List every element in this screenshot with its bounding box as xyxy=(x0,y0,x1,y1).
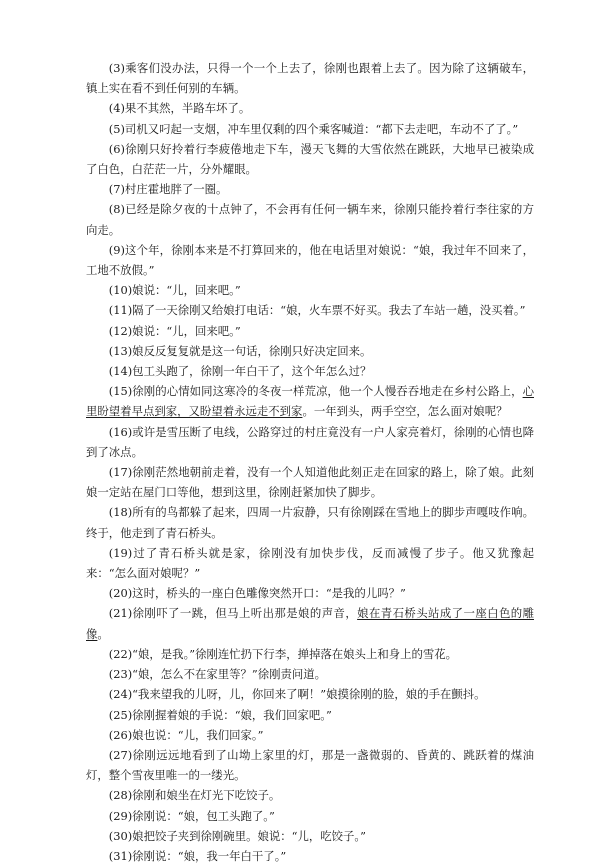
paragraph-22: (22)“娘，是我。”徐刚连忙扔下行李，掸掉落在娘头上和身上的雪花。 xyxy=(108,646,458,661)
underlined-sentence-21: 娘在青石桥头站成了一座白色的雕像 xyxy=(86,606,534,641)
paragraph-15-text-a: (15)徐刚的心情如同这寒冷的冬夜一样荒凉，他一个人慢吞吞地走在乡村公路上， xyxy=(108,384,523,399)
paragraph-13: (13)娘反反复复就是这一句话，徐刚只好决定回来。 xyxy=(108,343,372,358)
paragraph-7: (7)村庄霍地胖了一圈。 xyxy=(108,182,228,197)
paragraph-23: (23)“娘，怎么不在家里等？”徐刚责问道。 xyxy=(108,667,327,682)
paragraph-30: (30)娘把饺子夹到徐刚碗里。娘说：“儿，吃饺子。” xyxy=(108,828,366,843)
paragraph-8: (8)已经是除夕夜的十点钟了，不会再有任何一辆车来，徐刚只能拎着行李往家的方向走。 xyxy=(86,202,534,237)
paragraph-18: (18)所有的鸟都躲了起来，四周一片寂静，只有徐刚踩在雪地上的脚步声嘎吱作响。终于，他走到了青石桥头。 xyxy=(86,505,534,540)
paragraph-3: (3)乘客们没办法，只得一个一个上去了，徐刚也跟着上去了。因为除了这辆破车，镇上实在看不到任何别的车辆。 xyxy=(86,61,534,96)
paragraph-14: (14)包工头跑了，徐刚一年白干了，这个年怎么过？ xyxy=(108,364,372,379)
paragraph-12: (12)娘说：“儿，回来吧。” xyxy=(108,323,241,338)
paragraph-10: (10)娘说：“儿，回来吧。” xyxy=(108,283,241,298)
paragraph-15-text-b: 。一年到头，两手空空，怎么面对娘呢？ xyxy=(302,404,508,419)
paragraph-27: (27)徐刚远远地看到了山坳上家里的灯，那是一盏微弱的、昏黄的、跳跃着的煤油灯，整个雪夜里唯一的一缕光。 xyxy=(86,747,534,783)
paragraph-4: (4)果不其然，半路车坏了。 xyxy=(108,101,251,116)
paragraph-21-text-a: (21)徐刚吓了一跳，但马上听出那是娘的声音， xyxy=(108,606,358,621)
paragraph-17: (17)徐刚茫然地朝前走着，没有一个人知道他此刻正走在回家的路上，除了娘。此刻娘一定站在屋门口等他，想到这里，徐刚赶紧加快了脚步。 xyxy=(86,465,534,500)
paragraph-21-text-b: 。 xyxy=(97,626,109,641)
paragraph-26: (26)娘也说：“儿，我们回家。” xyxy=(108,727,264,742)
paragraph-5: (5)司机又叼起一支烟，冲车里仅剩的四个乘客喊道：“都下去走吧，车动不了了。” xyxy=(108,121,519,136)
paragraph-11: (11)隔了一天徐刚又给娘打电话：“娘，火车票不好买。我去了车站一趟，没买着。” xyxy=(108,303,526,318)
underlined-sentence-15: 心里盼望着早点到家，又盼望着永远走不到家 xyxy=(86,384,534,419)
paragraph-24: (24)“我来望我的儿呀，儿，你回来了啊！”娘摸徐刚的脸，娘的手在颤抖。 xyxy=(108,687,486,702)
paragraph-21 xyxy=(86,603,534,643)
paragraph-20: (20)这时，桥头的一座白色雕像突然开口：“是我的儿吗？” xyxy=(108,586,406,601)
paragraph-9: (9)这个年，徐刚本来是不打算回来的，他在电话里对娘说：“娘，我过年不回来了，工地不放假。” xyxy=(86,242,534,278)
paragraph-6: (6)徐刚只好拎着行李疲倦地走下车，漫天飞舞的大雪依然在跳跃，大地早已被染成了白色，白茫茫一片，分外耀眼。 xyxy=(86,141,534,177)
paragraph-28: (28)徐刚和娘坐在灯光下吃饺子。 xyxy=(108,788,281,803)
paragraph-16: (16)或许是雪压断了电线，公路穿过的村庄竟没有一户人家亮着灯，徐刚的心情也降到了冰点。 xyxy=(86,424,534,459)
paragraph-19: (19)过了青石桥头就是家，徐刚没有加快步伐，反而减慢了步子。他又犹豫起来：“怎么面对娘呢？” xyxy=(86,545,534,581)
paragraph-15 xyxy=(86,381,534,421)
paragraph-31: (31)徐刚说：“娘，我一年白干了。” xyxy=(108,848,287,863)
paragraph-29: (29)徐刚说：“娘，包工头跑了。” xyxy=(108,808,275,823)
paragraph-25: (25)徐刚握着娘的手说：“娘，我们回家吧。” xyxy=(108,707,332,722)
